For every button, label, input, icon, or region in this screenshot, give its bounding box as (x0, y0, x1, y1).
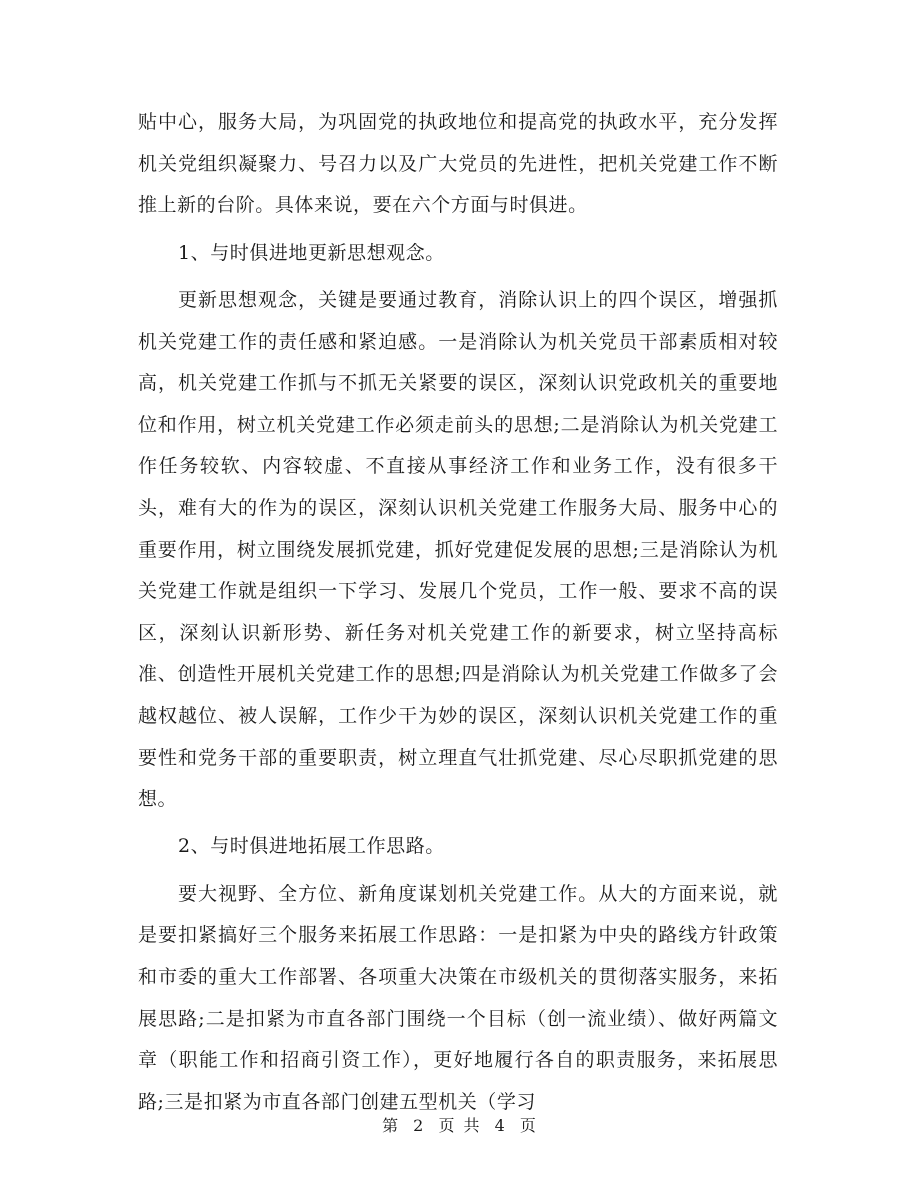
footer-suffix: 页 (519, 1116, 538, 1135)
footer-total-pages: 4 (494, 1116, 507, 1135)
paragraph-1: 贴中心，服务大局，为巩固党的执政地位和提高党的执政水平，充分发挥机关党组织凝聚力、号召力以及广大党员的先进性，把机关党建工作不断推上新的台阶。具体来说，要在六个方面与时俱进。 (138, 111, 778, 217)
document-body (138, 102, 778, 1129)
paragraph-2: 更新思想观念，关键是要通过教育，消除认识上的四个误区，增强抓机关党建工作的责任感和紧迫感。一是消除认为机关党员干部素质相对较高，机关党建工作抓与不抓无关紧要的误区，深刻认识党政机关的重要地位和作用，树立机关党建工作必须走前头的思想;二是消除认为机关党建工作任务较软、内容较虚、不直接从事经济工作和业务工作，没有很多干头，难有大的作为的误区，深刻认识机关党建工作服务大局、服务中心的重要作用，树立围绕发展抓党建，抓好党建促发展的思想;三是消除认为机关党建工作就是组织一下学习、发展几个党员，工作一般、要求不高的误区，深刻认识新形势、新任务对机关党建工作的新要求，树立坚持高标准、创造性开展机关党建工作的思想;四是消除认为机关党建工作做多了会越权越位、被人误解，工作少干为妙的误区，深刻认识机关党建工作的重要性和党务干部的重要职责，树立理直气壮抓党建、尽心尽职抓党建的思想。 (138, 288, 778, 811)
footer-prefix: 第 (382, 1116, 401, 1135)
page-footer (0, 1113, 920, 1136)
paragraph-3: 要大视野、全方位、新角度谋划机关党建工作。从大的方面来说，就是要扣紧搞好三个服务来拓展工作思路：一是扣紧为中央的路线方针政策和市委的重大工作部署、各项重大决策在市级机关的贯彻落实服务，来拓展思路;二是扣紧为市直各部门围绕一个目标（创一流业绩）、做好两篇文章（职能工作和招商引资工作），更好地履行各自的职责服务，来拓展思路;三是扣紧为市直各部门创建五型机关（学习 (138, 882, 778, 1113)
footer-middle: 页 共 (438, 1116, 482, 1135)
footer-current-page: 2 (413, 1116, 426, 1135)
section-heading-1: 1、与时俱进地更新思想观念。 (178, 241, 445, 264)
section-heading-2: 2、与时俱进地拓展工作思路。 (178, 835, 445, 858)
